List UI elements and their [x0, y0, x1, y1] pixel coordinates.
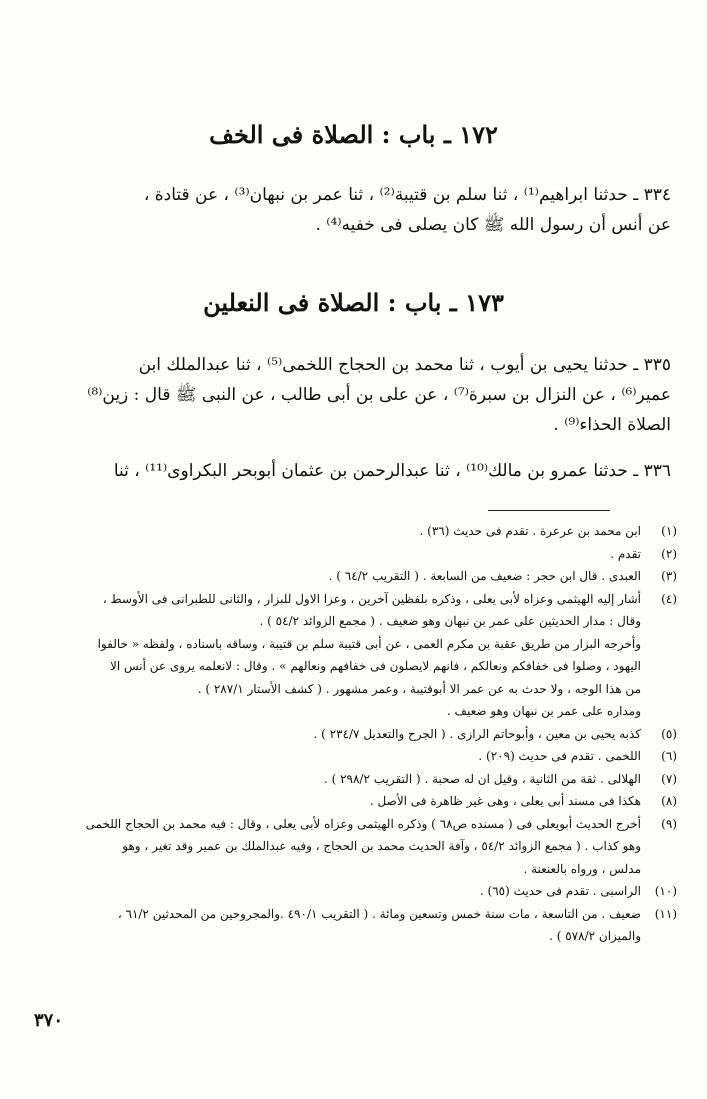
footnote-line: ضعيف . من التاسعة ، مات سنة خمس وتسعين ومائة . ( التقريب ٤٩٠/١ .والمجروحين من المحدثين ٦١/٢ ،: [117, 906, 641, 921]
footnote-line: من هذا الوجه ، ولا حدث به عن عمر الا أبوقتيبة ، وعمر مشهور . ( كشف الأستار ٢٨٧/١ ) .: [197, 681, 641, 696]
hadith-335-line-2: عمير⁽⁶⁾ ، عن النزال بن سبرة⁽⁷⁾ ، عن على بن أبى طالب ، عن النبى ﷺ قال : زين⁽⁸⁾: [87, 385, 671, 405]
footnotes: [34, 520, 677, 948]
footnote-line: وقال : مدار الحديثين على عمر بن نبهان وهو ضعيف . ( مجمع الزوائد ٥٤/٢ ) .: [259, 614, 641, 628]
footnote-line: كذبه يحيى بن معين ، وأبوحاتم الرازى . ( الجرح والتعديل ٢٣٤/٧ ) .: [313, 726, 641, 741]
footnote: [34, 768, 677, 791]
hadith-334-line-1: ٣٣٤ ـ حدثنا ابراهيم⁽¹⁾ ، ثنا سلم بن قتيبة⁽²⁾ ، ثنا عمر بن نبهان⁽³⁾ ، عن قتادة ،: [143, 185, 671, 205]
hadith-335-line-1: ٣٣٥ ـ حدثنا يحيى بن أيوب ، ثنا محمد بن الحجاج اللخمى⁽⁵⁾ ، ثنا عبدالملك ابن: [138, 355, 671, 375]
footnote-line: ابن محمد بن عرعرة . تقدم فى حديث (٣٦) .: [419, 524, 641, 538]
hadith-334: [30, 180, 671, 240]
footnote: [34, 880, 677, 903]
footnote: [34, 543, 677, 566]
footnote-line: مدلس ، ورواه بالعنعنة .: [523, 861, 641, 876]
footnote-line: ومداره على عمر بن نبهان وهو ضعيف .: [446, 704, 641, 718]
footnote-number: (١١): [654, 906, 677, 921]
footnote-line: أخرج الحديث أبويعلى فى ( مسنده ص٦٨ ) وذكره الهيثمى وعزاه لأبى يعلى ، وقال : فيه محمد بن الحجاج اللخمى: [85, 816, 641, 831]
footnote-number: (٦): [661, 749, 677, 763]
footnote-line: الهلالى . ثقة من الثانية ، وقيل ان له صحبة . ( التقريب ٢٩٨/٢ ) .: [323, 771, 641, 786]
hadith-336-line-1: ٣٣٦ ـ حدثنا عمرو بن مالك⁽¹⁰⁾ ، ثنا عبدالرحمن بن عثمان أبوبحر البكراوى⁽¹¹⁾ ، ثنا: [113, 461, 671, 481]
footnote-number: (١): [661, 524, 677, 538]
hadith-335: [30, 350, 671, 440]
footnote-number: (٣): [661, 569, 677, 583]
footnote-number: (١٠): [654, 884, 677, 898]
footnote: [34, 745, 677, 768]
footnote-number: (٧): [661, 771, 677, 786]
footnote-line: هكذا فى مسند أبى يعلى ، وهى غير ظاهرة فى الأصل .: [369, 794, 641, 808]
footnote: [34, 723, 677, 746]
footnote-line: أشار إليه الهيثمى وعزاه لأبى يعلى ، وذكره بلفظين آخرين ، وعزا الاول للبزار ، والثانى للطبرانى فى الأوسط ،: [102, 591, 641, 606]
footnote-text: [34, 745, 641, 768]
footnote-text: [34, 813, 641, 881]
footnote-number: (٤): [661, 591, 677, 606]
footnote-number: (٩): [661, 816, 677, 831]
chapter-heading-173: ١٧٣ ـ باب : الصلاة فى النعلين: [203, 288, 504, 317]
footnote-separator: [488, 510, 610, 511]
hadith-334-line-2: عن أنس أن رسول الله ﷺ كان يصلى فى خفيه⁽⁴⁾ .: [315, 215, 671, 235]
footnote-number: (٥): [661, 726, 677, 741]
footnote-line: والميزان ٥٧٨/٢ ) .: [549, 929, 641, 943]
footnote-number: (٢): [661, 546, 677, 561]
footnote-text: [34, 543, 641, 566]
footnote-line: وأخرجه البزار من طريق عقبة بن مكرم العمى ، عن أبى قتيبة سلم بن قتيبة ، وساقه باسناده ، ولفظه « خالفوا: [97, 636, 641, 651]
footnote: [34, 588, 677, 723]
footnote-text: [34, 880, 641, 903]
footnote-line: اللخمى . تقدم فى حديث (٢٠٩) .: [478, 749, 641, 763]
footnote-line: اليهود ، وصلوا فى خفافكم ونعالكم ، فانهم لايصلون فى خفافهم ونعالهم » . وقال : لانعلمه يروى عن أنس الا: [109, 659, 641, 673]
hadith-335-line-3: الصلاة الحذاء⁽⁹⁾ .: [553, 415, 671, 435]
footnote-text: [34, 790, 641, 813]
footnote: [34, 565, 677, 588]
footnote-text: [34, 903, 641, 948]
footnote-text: [34, 723, 641, 746]
footnote-line: تقدم .: [610, 546, 641, 561]
footnote-number: (٨): [661, 794, 677, 808]
footnote-line: العبدى . قال ابن حجر : ضعيف من السابعة . ( التقريب ٦٤/٢ ) .: [328, 569, 641, 583]
footnote: [34, 520, 677, 543]
footnote: [34, 903, 677, 948]
hadith-336: [30, 456, 671, 486]
footnote: [34, 813, 677, 881]
footnote-text: [34, 565, 641, 588]
footnote-line: الراسبى . تقدم فى حديث (٦٥) .: [479, 884, 641, 898]
footnote-text: [34, 588, 641, 723]
footnote-line: وهو كذاب . ( مجمع الزوائد ٥٤/٢ ، وآفة الحديث محمد بن الحجاج ، وفيه عبدالملك بن عمير وقد تغير ، وهو: [122, 839, 641, 853]
page-number: ٣٧٠: [34, 1010, 64, 1031]
footnote: [34, 790, 677, 813]
footnote-text: [34, 520, 641, 543]
footnote-text: [34, 768, 641, 791]
chapter-heading-172: ١٧٢ ـ باب : الصلاة فى الخف: [209, 120, 498, 149]
